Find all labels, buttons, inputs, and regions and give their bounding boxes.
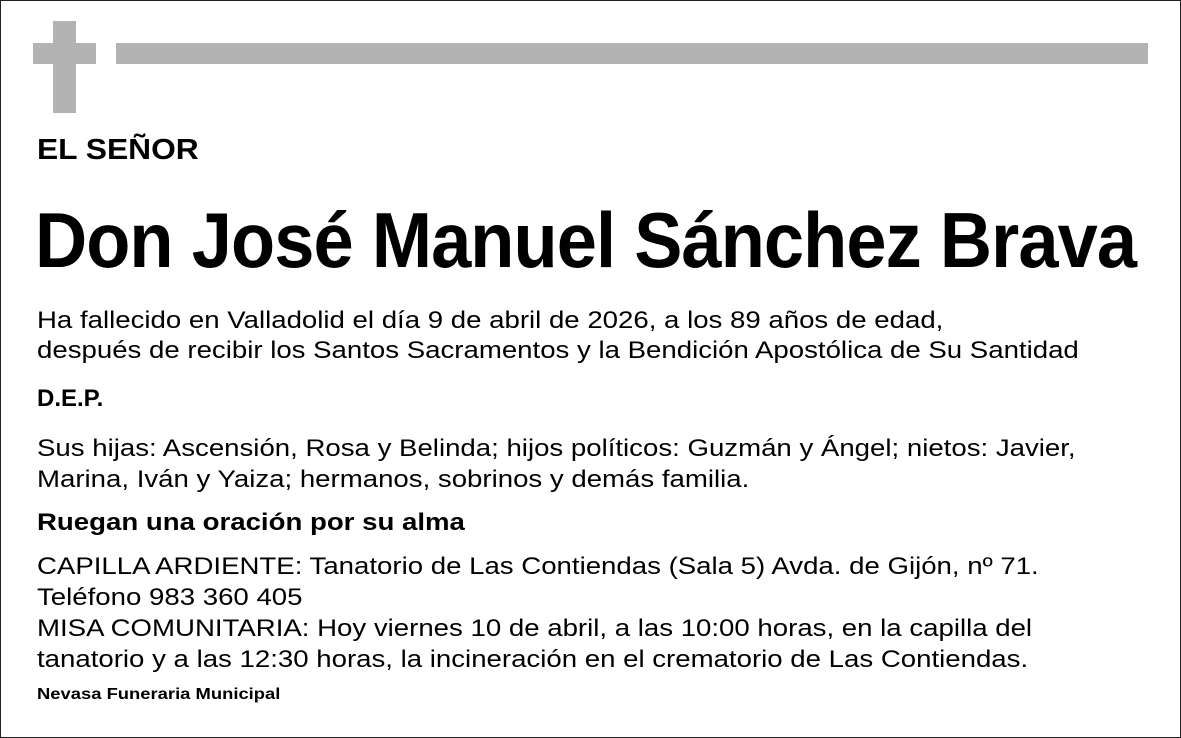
details-line-3: MISA COMUNITARIA: Hoy viernes 10 de abril, a las 10:00 horas, en la capilla del (37, 615, 1033, 642)
dep: D.E.P. (37, 385, 104, 412)
details-line-4: tanatorio y a las 12:30 horas, la incineración en el crematorio de Las Contiendas. (37, 646, 1029, 673)
details-line-2: Teléfono 983 360 405 (37, 584, 303, 611)
family-line-1: Sus hijas: Ascensión, Rosa y Belinda; hijos políticos: Guzmán y Ángel; nietos: Javier, (37, 435, 1076, 462)
deceased-name: Don José Manuel Sánchez Brava (35, 196, 1137, 284)
cross-icon-vertical (53, 21, 76, 113)
header-rule (116, 43, 1148, 64)
prayer-request: Ruegan una oración por su alma (37, 509, 465, 536)
announcement-line-2: después de recibir los Santos Sacramentos y la Bendición Apostólica de Su Santidad (37, 337, 1079, 364)
cross-icon-horizontal (33, 43, 96, 64)
details-line-1: CAPILLA ARDIENTE: Tanatorio de Las Contiendas (Sala 5) Avda. de Gijón, nº 71. (37, 553, 1039, 580)
funeral-home: Nevasa Funeraria Municipal (37, 686, 281, 703)
family-line-2: Marina, Iván y Yaiza; hermanos, sobrinos y demás familia. (37, 466, 750, 493)
announcement-line-1: Ha fallecido en Valladolid el día 9 de abril de 2026, a los 89 años de edad, (37, 307, 944, 334)
honorific: EL SEÑOR (37, 134, 199, 166)
